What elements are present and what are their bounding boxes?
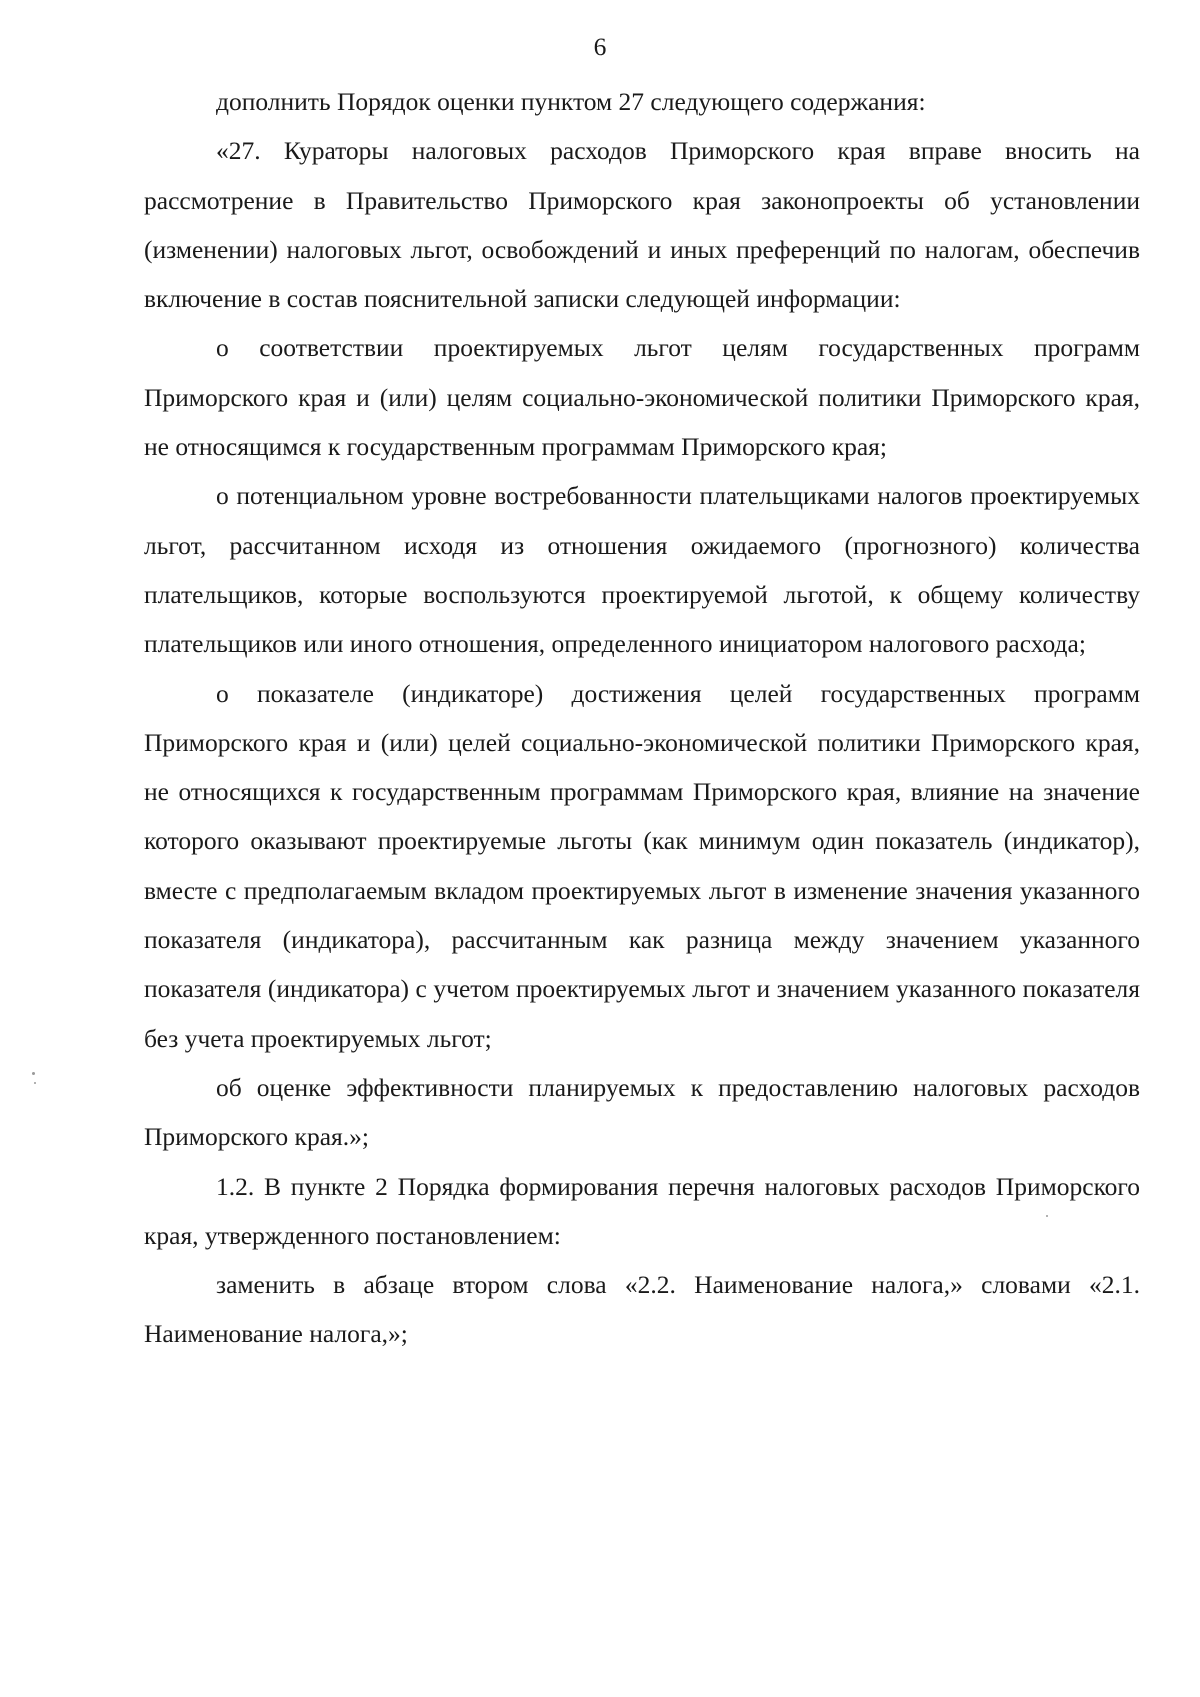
paragraph-goals-compliance: о соответствии проектируемых льгот целям государственных программ Приморского края и (или) целям социально-экономической политики Приморского края, не относящимся к государственным программам Приморского края; <box>144 333 1140 462</box>
paragraph-indicator: о показателе (индикаторе) достижения целей государственных программ Приморского края и (или) целей социально-экономической политики Приморского края, не относящихся к государственным программам Приморского края, влияние на значение которого оказывают проектируемые льготы (как минимум один показатель (индикатор), вместе с предполагаемым вкладом проектируемых льгот в изменение значения указанного показателя (индикатора), рассчитанным как разница между значением указанного показателя (индикатора) с учетом проектируемых льгот и значением указанного показателя без учета проектируемых льгот; <box>144 678 1140 1053</box>
paragraph-efficiency-assessment: об оценке эффективности планируемых к предоставлению налоговых расходов Приморского края.»; <box>144 1072 1140 1152</box>
paragraph-demand-level: о потенциальном уровне востребованности плательщиками налогов проектируемых льгот, рассчитанном исходя из отношения ожидаемого (прогнозного) количества плательщиков, которые воспользуются проектируемой льготой, к общему количеству плательщиков или иного отношения, определенного инициатором налогового расхода; <box>144 481 1140 659</box>
scan-speck <box>34 1082 36 1084</box>
paragraph-replace-words: заменить в абзаце втором слова «2.2. Наименование налога,» словами «2.1. Наименование налога,»; <box>144 1270 1140 1349</box>
document-body <box>144 77 1140 1359</box>
paragraph-item-27: «27. Кураторы налоговых расходов Приморского края вправе вносить на рассмотрение в Правительство Приморского края законопроекты об установлении (изменении) налоговых льгот, освобождений и иных преференций по налогам, обеспечив включение в состав пояснительной записки следующей информации: <box>144 136 1140 314</box>
scan-speck <box>1046 1215 1048 1217</box>
page-number: 6 <box>593 32 607 61</box>
paragraph-item-1-2: 1.2. В пункте 2 Порядка формирования перечня налоговых расходов Приморского края, утвержденного постановлением: <box>144 1171 1140 1250</box>
scan-speck <box>32 1072 35 1075</box>
paragraph-amendment-intro: дополнить Порядок оценки пунктом 27 следующего содержания: <box>216 87 926 116</box>
